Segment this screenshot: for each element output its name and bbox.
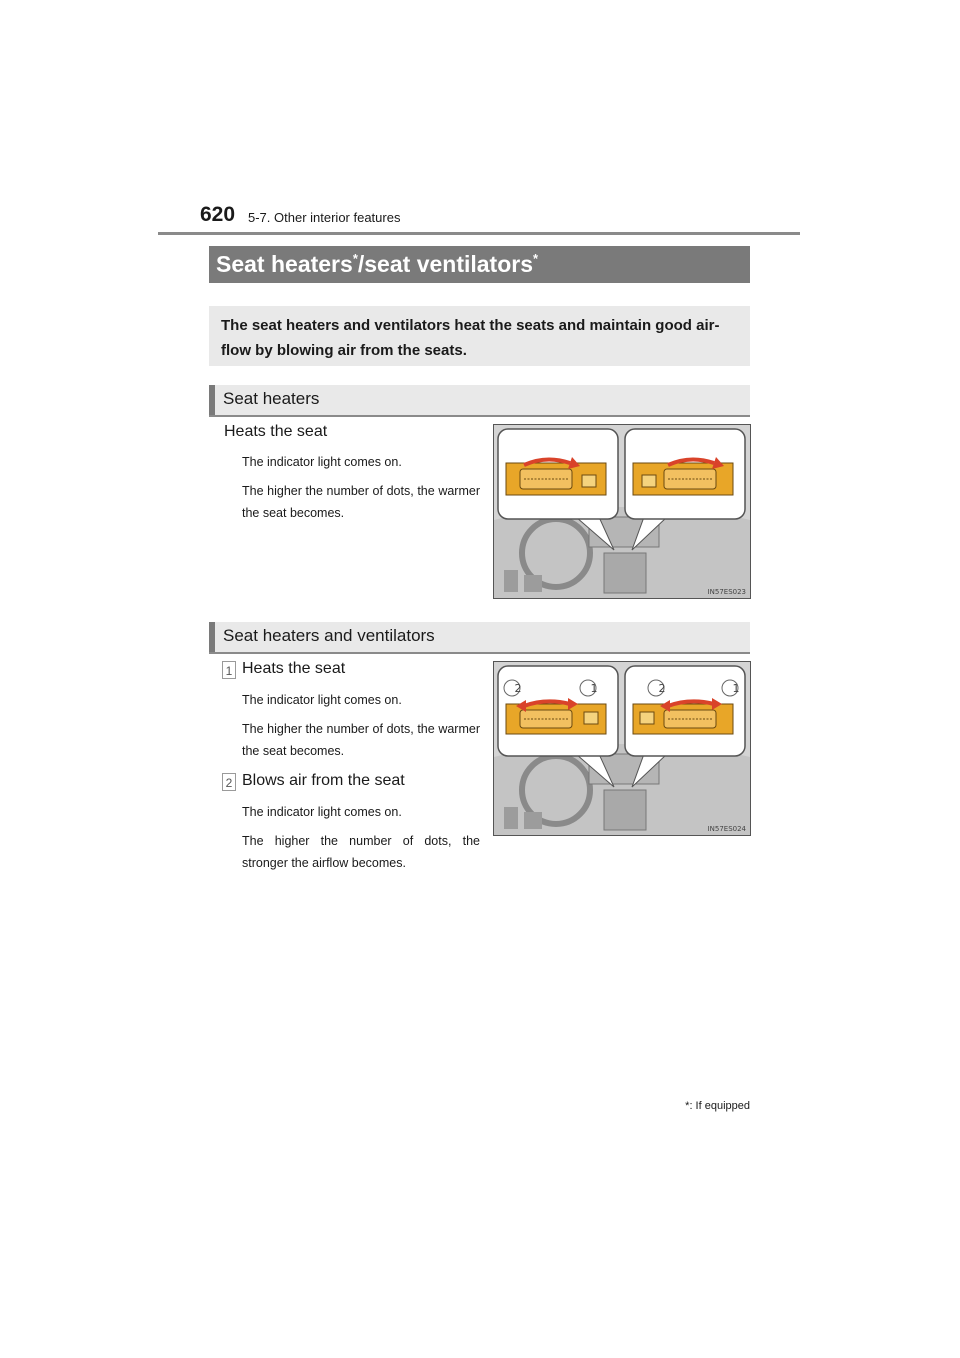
dashboard-drawing	[494, 425, 750, 598]
seat-heater-switch-illustration	[493, 424, 751, 599]
item-title-heats-seat: Heats the seat	[242, 660, 346, 677]
section-heading-label: Seat heaters and ventilators	[223, 626, 435, 645]
title-part-1: Seat heaters	[216, 251, 353, 277]
item-number-badge: 2	[222, 773, 236, 791]
item-title-blows-air: Blows air from the seat	[242, 772, 405, 789]
item-title-heats-seat: Heats the seat	[224, 423, 328, 440]
section-heading-label: Seat heaters	[223, 389, 320, 408]
intro-text: The seat heaters and ventilators heat the seats and maintain good air-flow by blowing air from the seats.	[221, 317, 720, 359]
item-number-badge: 1	[222, 661, 236, 679]
title-footnote-mark-2: *	[533, 251, 539, 266]
title-footnote-mark-1: *	[352, 251, 358, 266]
callout-number: 1	[590, 682, 598, 695]
figure-code: IN57ES023	[707, 588, 746, 596]
body-text: The indicator light comes on.	[242, 455, 402, 469]
footnote-text: : If equipped	[689, 1100, 750, 1112]
figure-code: IN57ES024	[707, 825, 746, 833]
body-text: The higher the number of dots, the stronger the airflow becomes.	[242, 834, 480, 870]
page-number: 620	[200, 203, 236, 226]
body-text: The indicator light comes on.	[242, 693, 402, 707]
callout-number: 2	[514, 682, 522, 695]
page-title	[209, 246, 750, 283]
seat-heater-ventilator-switch-illustration	[493, 661, 751, 836]
body-text: The higher the number of dots, the warmer the seat becomes.	[242, 484, 480, 520]
intro-box	[209, 306, 750, 366]
title-part-2: /seat ventilators	[357, 251, 534, 277]
section-reference: 5-7. Other interior features	[248, 210, 401, 225]
section-heading-seat-heaters	[209, 385, 750, 415]
body-text: The indicator light comes on.	[242, 805, 402, 819]
callout-number: 2	[658, 682, 666, 695]
body-text: The higher the number of dots, the warmer the seat becomes.	[242, 722, 480, 758]
header-rule	[158, 232, 800, 235]
footnote-mark: *	[685, 1100, 690, 1112]
section-heading-heaters-and-ventilators	[209, 622, 750, 652]
footnote	[660, 1100, 750, 1112]
callout-number: 1	[732, 682, 740, 695]
dashboard-drawing	[494, 662, 750, 835]
